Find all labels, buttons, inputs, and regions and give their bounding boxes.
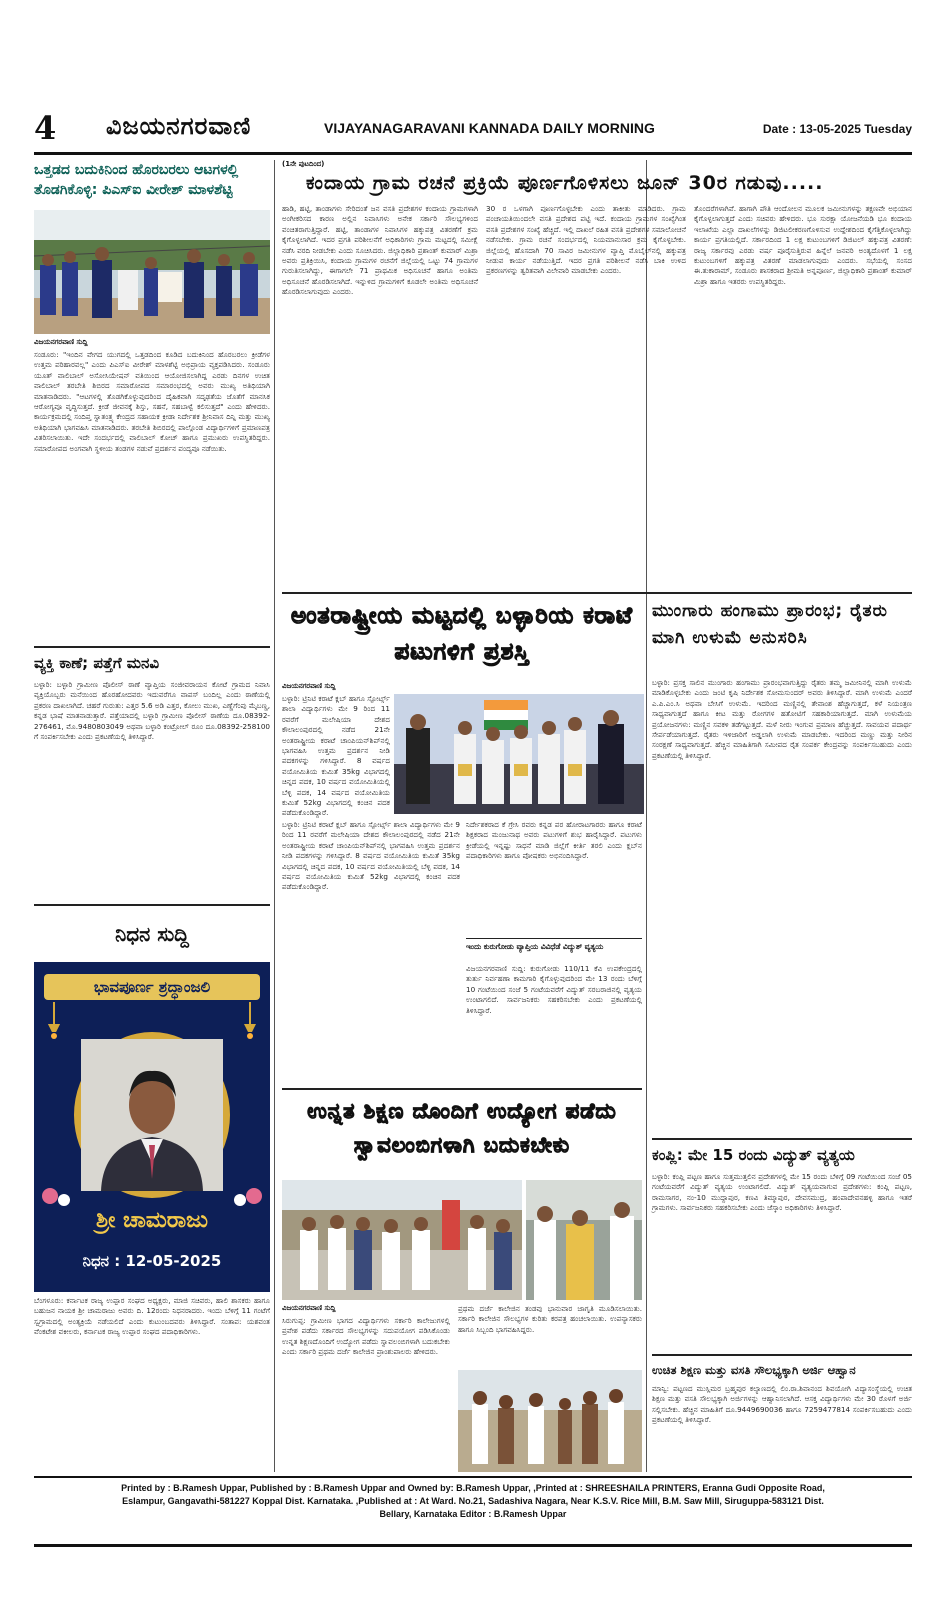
imprint-line-1: Printed by : B.Ramesh Uppar, Published by : B.Ramesh Uppar and Owned by: B.Ramesh Uppar, ,Printed at : SHREESHAILA PRINTERS, Eranna Gudi Opposite Road,: [121, 1483, 825, 1493]
education-dateline: ವಿಜಯನಗರವಾಣಿ ಸುದ್ದಿ: [282, 1304, 336, 1312]
portrait-frame: [74, 1032, 230, 1198]
death-date: ನಿಧನ : 12-05-2025: [82, 1252, 222, 1270]
page-number: 4: [34, 109, 57, 147]
newspaper-page: [34, 108, 912, 1608]
monsoon-body: ಬಳ್ಳಾರಿ: ಪ್ರಸಕ್ತ ಸಾಲಿನ ಮುಂಗಾರು ಹಂಗಾಮು ಪ್ರಾರಂಭವಾಗುತ್ತಿದ್ದು ರೈತರು ತಮ್ಮ ಜಮೀನಿನಲ್ಲಿ ಮಾಗಿ ಉಳುಮೆ ಮಾಡಿಕೊಳ್ಳಬೇಕು ಎಂದು ಜಂಟಿ ಕೃಷಿ ನಿರ್ದೇಶಕ ಸೋಮಸುಂದರ್ ಅವರು ತಿಳಿಸಿದ್ದಾರೆ. ಮಾಗಿ ಉಳುಮೆ ಎಂದರೆ ಎ.ಪಿ.ಎಂ.ಸಿ ಅಥವಾ ಬೇಸಿಗೆ ಉಳುಮೆ. ಇದರಿಂದ ಮಣ್ಣಿನಲ್ಲಿ ತೇವಾಂಶ ಹೆಚ್ಚಾಗುತ್ತದೆ, ಕಳೆ ನಿಯಂತ್ರಣ ಸಾಧ್ಯವಾಗುತ್ತದೆ ಹಾಗೂ ಕೀಟ ಮತ್ತು ರೋಗಗಳ ಹತೋಟಿಗೆ ಸಹಕಾರಿಯಾಗುತ್ತದೆ. ಮಾಗಿ ಉಳುಮೆಯ ಪ್ರಯೋಜನಗಳು: ಮಣ್ಣಿನ ಸವಕಳಿ ತಡೆಗಟ್ಟುತ್ತದೆ. ಮಳೆ ನೀರು ಇಂಗುವ ಪ್ರಮಾಣ ಹೆಚ್ಚುತ್ತದೆ. ಸಾವಯವ ಪದಾರ್ಥ ಸೇರ್ಪಡೆಯಾಗುತ್ತದೆ. ರೈತರು ಇಳಿಜಾರಿಗೆ ಅಡ್ಡಲಾಗಿ ಉಳುಮೆ ಮಾಡಬೇಕು. ಇದರಿಂದ ಮಣ್ಣು ಮತ್ತು ನೀರಿನ ಸಂರಕ್ಷಣೆ ಸಾಧ್ಯವಾಗುತ್ತದೆ. ಹೆಚ್ಚಿನ ಮಾಹಿತಿಗಾಗಿ ಸಮೀಪದ ರೈತ ಸಂಪರ್ಕ ಕೇಂದ್ರವನ್ನು ಸಂಪರ್ಕಿಸಬಹುದು ಎಂದು ಪ್ರಕಟಣೆಯಲ್ಲಿ ತಿಳಿಸಿದ್ದಾರೆ.: [652, 678, 912, 760]
ad-headline-box: [652, 1360, 912, 1382]
karate-dateline: ವಿಜಯನಗರವಾಣಿ ಸುದ್ದಿ: [282, 682, 336, 690]
kampli-body: ಬಳ್ಳಾರಿ: ಕಂಪ್ಲಿ ಪಟ್ಟಣ ಹಾಗೂ ಸುತ್ತಮುತ್ತಲಿನ ಪ್ರದೇಶಗಳಲ್ಲಿ ಮೇ 15 ರಂದು ಬೆಳಿಗ್ಗೆ 09 ಗಂಟೆಯಿಂದ ಸಂಜೆ 05 ಗಂಟೆಯವರೆಗೆ ವಿದ್ಯುತ್ ವ್ಯತ್ಯಯ ಉಂಟಾಗಲಿದೆ. ವಿದ್ಯುತ್ ವ್ಯತ್ಯಯವಾಗುವ ಪ್ರದೇಶಗಳು: ಕಂಪ್ಲಿ ಪಟ್ಟಣ, ರಾಮಸಾಗರ, ನಂ-10 ಮುದ್ದಾಪುರ, ಕಣವಿ ತಿಮ್ಮಾಪುರ, ದೇವಸಮುದ್ರ, ಹಂಪಾದೇವನಹಳ್ಳಿ ಹಾಗೂ ಇತರೆ ಗ್ರಾಮಗಳು. ಸಾರ್ವಜನಿಕರು ಸಹಕರಿಸಬೇಕು ಎಂದು ಜೆಸ್ಕಾಂ ಅಧಿಕಾರಿಗಳು ತಿಳಿಸಿದ್ದಾರೆ.: [652, 1172, 912, 1213]
karate-body-intro: ಬಳ್ಳಾರಿ: ಟ್ರಿನಿಟಿ ಕರಾಟೆ ಕ್ಲಬ್ ಹಾಗೂ ಸ್ಪೋರ್ಟ್ಸ್ ಶಾಲಾ ವಿದ್ಯಾರ್ಥಿಗಳು ಮೇ 9 ರಿಂದ 11 ರವರೆಗೆ ಮಲೇಷಿಯಾ ದೇಶದ ಕೌಲಾಲಂಪುರದಲ್ಲಿ ನಡೆದ 21ನೇ ಅಂತರಾಷ್ಟ್ರೀಯ ಕರಾಟೆ ಚಾಂಪಿಯನ್‌ಶಿಪ್‌ನಲ್ಲಿ ಭಾಗವಹಿಸಿ ಉತ್ತಮ ಪ್ರದರ್ಶನ ನೀಡಿ ಪದಕಗಳನ್ನು ಗಳಿಸಿದ್ದಾರೆ. 8 ವರ್ಷದ ವಯೋಮಿತಿಯ ಕುಮಿತೆ 35kg ವಿಭಾಗದಲ್ಲಿ ಚಿನ್ನದ ಪದಕ, 10 ವರ್ಷದ ವಯೋಮಿತಿಯಲ್ಲಿ ಬೆಳ್ಳಿ ಪದಕ, 14 ವರ್ಷದ ವಯೋಮಿತಿಯ ಕುಮಿತೆ 52kg ವಿಭಾಗದಲ್ಲಿ ಕಂಚಿನ ಪದಕ ಪಡೆದುಕೊಂಡಿದ್ದಾರೆ.: [282, 694, 390, 818]
section-rule: [652, 1354, 912, 1356]
column-rule: [274, 160, 275, 1472]
pamphlet-photo-illustration: [526, 1180, 642, 1300]
ad-body: ಮಾನ್ವಿ: ಪಟ್ಟಣದ ಮುಸ್ಲಿಮರ ಬ್ರಹ್ಮಪುರ ಕಲ್ಯಾಣದಲ್ಲಿ ಲಿಂ.ರಾ.ಶಿವಾನಂದ ಶಿವಯೋಗಿ ವಿದ್ಯಾಸಂಸ್ಥೆಯಲ್ಲಿ ಉಚಿತ ಶಿಕ್ಷಣ ಮತ್ತು ವಸತಿ ಸೌಲಭ್ಯಕ್ಕಾಗಿ ಅರ್ಜಿಗಳನ್ನು ಆಹ್ವಾನಿಸಲಾಗಿದೆ. ಆಸಕ್ತ ವಿದ್ಯಾರ್ಥಿಗಳು ಮೇ 30 ರೊಳಗೆ ಅರ್ಜಿ ಸಲ್ಲಿಸಬೇಕು. ಹೆಚ್ಚಿನ ಮಾಹಿತಿಗೆ ದೂ.9449690036 ಹಾಗೂ 7259477814 ಸಂಪರ್ಕಿಸಬಹುದು ಎಂದು ಪ್ರಕಟಣೆಯಲ್ಲಿ ತಿಳಿಸಿದ್ದಾರೆ.: [652, 1384, 912, 1425]
karate-body-col-2: ನಿರ್ದೇಶಕರಾದ ಕೆ ಗ್ರೇಸಿ ರವರು ಕನ್ನಡ ಪರ ಹೋರಾಟಗಾರರು ಹಾಗೂ ಕರಾಟೆ ಶಿಕ್ಷಕರಾದ ಮಂಜುನಾಥ ಅವರು ಪಟುಗಳಿಗೆ ಶುಭ ಹಾರೈಸಿದ್ದಾರೆ. ಪಟುಗಳು ಕ್ರೀಡೆಯಲ್ಲಿ ಇನ್ನಷ್ಟು ಸಾಧನೆ ಮಾಡಿ ಜಿಲ್ಲೆಗೆ ಕೀರ್ತಿ ತರಲಿ ಎಂದು ಕ್ಲಬ್‌ನ ಪದಾಧಿಕಾರಿಗಳು ಹಾಗೂ ಪೋಷಕರು ಅಭಿನಂದಿಸಿದ್ದಾರೆ.: [466, 820, 642, 861]
story-power-brief: [466, 942, 642, 1082]
story-body: ಸಂಡೂರು: "ಇಂದಿನ ವೇಗದ ಯುಗದಲ್ಲಿ ಒತ್ತಡದಿಂದ ಕೂಡಿದ ಬದುಕಿನಿಂದ ಹೊರಬರಲು ಕ್ರೀಡೆಗಳ ಉತ್ತಮ ಪರಿಹಾರವಲ್ಲ" ಎಂದು ಪಿಎಸ್‌ಐ ವೀರೇಶ್ ಮಾಳಶೆಟ್ಟಿ ಅಭಿಪ್ರಾಯ ವ್ಯಕ್ತಪಡಿಸಿದರು. ಸಂಡೂರು ಯೂತ್ ವಾಲಿಬಾಲ್ ಅಸೋಸಿಯೇಷನ್ ವತಿಯಿಂದ ಆಯೋಜಿಸಲಾಗಿದ್ದ ಎರಡು ದಿನಗಳ ಉಚಿತ ವಾಲಿಬಾಲ್ ತರಬೇತಿ ಶಿಬಿರದ ಸಮಾರೋಪದ ಸಮಾರಂಭದಲ್ಲಿ ಅವರು ಮುಖ್ಯ ಅತಿಥಿಯಾಗಿ ಮಾತನಾಡಿದರು. "ಆಟಗಳಲ್ಲಿ ತೊಡಗಿಕೊಳ್ಳುವುದರಿಂದ ದೈಹಿಕವಾಗಿ ಸದೃಢತೆಯ ಜೊತೆಗೆ ಮಾನಸಿಕ ಆರೋಗ್ಯವೂ ವೃದ್ಧಿಸುತ್ತದೆ. ಕ್ರೀಡೆ ಜೀವನಕ್ಕೆ ಶಿಸ್ತು, ಸಹನೆ, ಸಹಬಾಳ್ವೆ ಕಲಿಸುತ್ತದೆ" ಎಂದು ಹೇಳಿದರು. ಕಾರ್ಯಕ್ರಮದಲ್ಲಿ ಸಂದಿಪ್ತ ಸ್ವಾತಂತ್ರ್ಯ ಕೇಂದ್ರದ ಸಹಾಯಕ ಕ್ರೀಡಾ ನಿರ್ದೇಶಕ ಶ್ರೀನಿವಾಸ ದಿನ್ನಿ ಮತ್ತು ಮುಖ್ಯ ಅತಿಥಿಯಾಗಿ ಭಾಗವಹಿಸಿ ಮಾತನಾಡಿದರು. ತರಬೇತಿ ಶಿಬಿರದಲ್ಲಿ ಪಾಲ್ಗೊಂಡ ವಿದ್ಯಾರ್ಥಿಗಳಿಗೆ ಪ್ರಮಾಣಪತ್ರ ವಿತರಿಸಲಾಯಿತು. ಇದೇ ಸಂದರ್ಭದಲ್ಲಿ ವಾಲಿಬಾಲ್ ಕೋಚ್ ಹಾಗೂ ಪ್ರಮುಖರು ಉಪಸ್ಥಿತರಿದ್ದರು. ಸಮಾರೋಪದ ಅಂಗವಾಗಿ ಸ್ಥಳೀಯ ತಂಡಗಳ ನಡುವೆ ಪ್ರದರ್ಶನ ಪಂದ್ಯವೂ ನಡೆಯಿತು.: [34, 350, 270, 453]
education-body-col-2: ಪ್ರಥಮ ದರ್ಜೆ ಕಾಲೇಜಿನ ತಂಡವು ಭಾನುವಾರ ಜಾಗೃತಿ ಮೂಡಿಸಲಾಯಿತು. ಸರ್ಕಾರಿ ಕಾಲೇಜಿನ ಸೌಲಭ್ಯಗಳ ಕುರಿತು ಕರಪತ್ರ ಹಂಚಲಾಯಿತು. ಉಪನ್ಯಾಸಕರು ಹಾಗೂ ಸಿಬ್ಬಂದಿ ಭಾಗವಹಿಸಿದ್ದರು.: [458, 1304, 642, 1334]
lead-headline: ಕಂದಾಯ ಗ್ರಾಮ ರಚನೆ ಪ್ರಕ್ರಿಯೆ ಪೂರ್ಣಗೊಳಿಸಲು ಜೂನ್ 30ರ ಗಡುವು.....: [306, 172, 824, 194]
section-rule: [34, 904, 270, 906]
kampli-headline-box: [652, 1144, 912, 1170]
karate-headline-box: [282, 598, 642, 682]
lead-headline-wrap: [306, 170, 912, 200]
footer-bottom-rule: [34, 1544, 912, 1547]
education-photo-illustration: [282, 1180, 522, 1300]
karate-body-col-1: ಬಳ್ಳಾರಿ: ಟ್ರಿನಿಟಿ ಕರಾಟೆ ಕ್ಲಬ್ ಹಾಗೂ ಸ್ಪೋರ್ಟ್ಸ್ ಶಾಲಾ ವಿದ್ಯಾರ್ಥಿಗಳು ಮೇ 9 ರಿಂದ 11 ರವರೆಗೆ ಮಲೇಷಿಯಾ ದೇಶದ ಕೌಲಾಲಂಪುರದಲ್ಲಿ ನಡೆದ 21ನೇ ಅಂತರಾಷ್ಟ್ರೀಯ ಕರಾಟೆ ಚಾಂಪಿಯನ್‌ಶಿಪ್‌ನಲ್ಲಿ ಭಾಗವಹಿಸಿ ಉತ್ತಮ ಪ್ರದರ್ಶನ ನೀಡಿ ಪದಕಗಳನ್ನು ಗಳಿಸಿದ್ದಾರೆ. 8 ವರ್ಷದ ವಯೋಮಿತಿಯ ಕುಮಿತೆ 35kg ವಿಭಾಗದಲ್ಲಿ ಚಿನ್ನದ ಪದಕ, 10 ವರ್ಷದ ವಯೋಮಿತಿಯಲ್ಲಿ ಬೆಳ್ಳಿ ಪದಕ, 14 ವರ್ಷದ ವಯೋಮಿತಿಯ ಕುಮಿತೆ 52kg ವಿಭಾಗದಲ್ಲಿ ಕಂಚಿನ ಪದಕ ಪಡೆದುಕೊಂಡಿದ್ದಾರೆ.: [282, 820, 460, 892]
section-rule: [282, 592, 912, 594]
story-headline: ವ್ಯಕ್ತಿ ಕಾಣೆ; ಪತ್ತೆಗೆ ಮನವಿ: [34, 654, 160, 672]
karate-photo-illustration: [394, 694, 644, 814]
education-headline-box: [282, 1094, 642, 1178]
education-group-photo: [282, 1180, 522, 1300]
story-body: ಬಳ್ಳಾರಿ: ಬಳ್ಳಾರಿ ಗ್ರಾಮೀಣ ಪೊಲೀಸ್ ಠಾಣೆ ವ್ಯಾಪ್ತಿಯ ಸಂಜೀವರಾಯನ ಕೋಟೆ ಗ್ರಾಮದ ನಿವಾಸಿ ವ್ಯಕ್ತಿಯೊಬ್ಬರು ಮನೆಯಿಂದ ಹೊರಹೋದವರು ಇದುವರೆಗೂ ವಾಪಸ್ ಬಂದಿಲ್ಲ ಎಂದು ಠಾಣೆಯಲ್ಲಿ ಪ್ರಕರಣ ದಾಖಲಾಗಿದೆ. ಚಹರೆ ಗುರುತು: ಎತ್ತರ 5.6 ಅಡಿ ಎತ್ತರ, ಕೋಲು ಮುಖ, ಎಣ್ಣೆಗೆಂಪು ಮೈಬಣ್ಣ, ಕನ್ನಡ ಭಾಷೆ ಮಾತನಾಡುತ್ತಾರೆ. ಪತ್ತೆಯಾದಲ್ಲಿ ಬಳ್ಳಾರಿ ಗ್ರಾಮೀಣ ಪೊಲೀಸ್ ಠಾಣೆಯ ದೂ.08392-276461, ಮೊ.9480803049 ಅಥವಾ ಬಳ್ಳಾರಿ ಕಂಟ್ರೋಲ್ ರೂಂ ದೂ.08392-258100 ಗೆ ಸಂಪರ್ಕಿಸಬೇಕು ಎಂದು ಪ್ರಕಟಣೆಯಲ್ಲಿ ತಿಳಿಸಿದ್ದಾರೆ.: [34, 680, 270, 742]
story-headline: ಒತ್ತಡದ ಬದುಕಿನಿಂದ ಹೊರಬರಲು ಆಟಗಳಲ್ಲಿ ತೊಡಗಿಕೊಳ್ಳಿ: ಪಿಎಸ್‌ಐ ವೀರೇಶ್ ಮಾಳಶೆಟ್ಟಿ: [34, 162, 239, 198]
brief-headline: ಇಂದು ಕುರುಗೋಡು ವ್ಯಾಪ್ತಿಯ ವಿವಿಧೆಡೆ ವಿದ್ಯುತ್ ವ್ಯತ್ಯಯ: [466, 942, 604, 951]
lead-body-col-3: ತೊಂದರೆಗಳಾಗಿವೆ. ಹಾಗಾಗಿ ಪೌತಿ ಆಂದೋಲನ ಮೂಲಕ ಜಮೀನುಗಳನ್ನು ತಕ್ಷಣವೇ ಅಭಿಯಾನ ಕೈಗೊಳ್ಳಲಾಗುತ್ತದೆ ಎಂದು ಸಚಿವರು ಹೇಳಿದರು. ಭೂ ಸುರಕ್ಷಾ ಯೋಜನೆಯಡಿ ಭೂ ಕಂದಾಯ ಇಲಾಖೆಯ ಎಲ್ಲಾ ದಾಖಲೆಗಳನ್ನು ಡಿಜಿಟಲೀಕರಣಗೊಳಿಸುವ ಉದ್ದೇಶದಿಂದ ಕೈಗೆತ್ತಿಕೊಳ್ಳಲಾಗಿದ್ದು ಕಾರ್ಯ ಪ್ರಗತಿಯಲ್ಲಿದೆ. ಸರ್ಕಾರದಿಂದ 1 ಲಕ್ಷ ಕುಟುಂಬಗಳಿಗೆ ಡಿಜಿಟಲ್ ಹಕ್ಕುಪತ್ರ ವಿತರಣೆ: ರಾಜ್ಯ ಸರ್ಕಾರವು ಎರಡು ವರ್ಷ ಪೂರೈಸುತ್ತಿರುವ ಹಿನ್ನೆಲೆ ಜನವರಿ ಅಂತ್ಯದೊಳಗೆ 1 ಲಕ್ಷ ಕುಟುಂಬಗಳಿಗೆ ಹಕ್ಕುಪತ್ರ ವಿತರಣೆ ಮಾಡಲಾಗುವುದು ಎಂದರು. ಸಭೆಯಲ್ಲಿ ಸಂಸದ ಈ.ತುಕಾರಾಮ್, ಸಂಡೂರು ಶಾಸಕರಾದ ಶ್ರೀಮತಿ ಅನ್ನಪೂರ್ಣ, ಜಿಲ್ಲಾಧಿಕಾರಿ ಪ್ರಶಾಂತ್ ಕುಮಾರ್ ಮಿಶ್ರಾ ಹಾಗೂ ಇತರರು ಉಪಸ್ಥಿತರಿದ್ದರು.: [694, 204, 912, 286]
story-kicker: (1ನೇ ಪುಟದಿಂದ): [282, 160, 325, 168]
brief-body: ವಿಜಯನಗರವಾಣಿ ಸುದ್ದಿ: ಕುರುಗೋಡು 110/11 ಕೆವಿ ಉಪಕೇಂದ್ರದಲ್ಲಿ ತುರ್ತು ನಿರ್ವಹಣಾ ಕಾಮಗಾರಿ ಕೈಗೊಳ್ಳುವುದರಿಂದ ಮೇ 13 ರಂದು ಬೆಳಿಗ್ಗೆ 10 ಗಂಟೆಯಿಂದ ಸಂಜೆ 5 ಗಂಟೆಯವರೆಗೆ ವಿದ್ಯುತ್ ಸರಬರಾಜಿನಲ್ಲಿ ವ್ಯತ್ಯಯ ಉಂಟಾಗಲಿದೆ. ಸಾರ್ವಜನಿಕರು ಸಹಕರಿಸಬೇಕು ಎಂದು ಪ್ರಕಟಣೆಯಲ್ಲಿ ತಿಳಿಸಿದ್ದಾರೆ.: [466, 964, 642, 1015]
section-rule: [34, 646, 270, 648]
education-body-col-1: ಸಿರುಗುಪ್ಪ: ಗ್ರಾಮೀಣ ಭಾಗದ ವಿದ್ಯಾರ್ಥಿಗಳು ಸರ್ಕಾರಿ ಕಾಲೇಜುಗಳಲ್ಲಿ ಪ್ರವೇಶ ಪಡೆದು ಸರ್ಕಾರದ ಸೌಲಭ್ಯಗಳನ್ನು ಸದುಪಯೋಗ ಪಡಿಸಿಕೊಂಡು ಉನ್ನತ ಶಿಕ್ಷಣದೊಂದಿಗೆ ಉದ್ಯೋಗ ಪಡೆದು ಸ್ವಾವಲಂಬಿಗಳಾಗಿ ಬದುಕಬೇಕು ಎಂದು ಸರ್ಕಾರಿ ಪ್ರಥಮ ದರ್ಜೆ ಕಾಲೇಜಿನ ಪ್ರಾಂಶುಪಾಲರು ಹೇಳಿದರು.: [282, 1316, 450, 1357]
education-pamphlet-photo: [526, 1180, 642, 1300]
imprint-line-2: Eslampur, Gangavathi-581227 Koppal Dist. Karnataka. ,Published at : At Ward. No.21, Sadashiva Nagara, Near K.S.V. Rice Mill, B.M. Saw Mill, Siruguppa-583121 Dist.: [122, 1496, 824, 1506]
section-rule: [652, 1138, 912, 1140]
newspaper-name-english: VIJAYANAGARAVANI KANNADA DAILY MORNING: [324, 120, 655, 136]
imprint: [34, 1482, 912, 1542]
story-sports: [34, 160, 270, 612]
obituary-body: ಬೆಂಗಳೂರು: ಕರ್ನಾಟಕ ರಾಜ್ಯ ಉಪ್ಪಾರ ಸಂಘದ ಅಧ್ಯಕ್ಷರು, ಮಾಜಿ ಸಚಿವರು, ಹಾಲಿ ಶಾಸಕರು ಹಾಗೂ ಬಹುಜನ ನಾಯಕ ಶ್ರೀ ಚಾಮರಾಜು ಅವರು ದಿ. 12ರಂದು ನಿಧನರಾದರು. ಇಂದು ಬೆಳಿಗ್ಗೆ 11 ಗಂಟೆಗೆ ಸ್ವಗ್ರಾಮದಲ್ಲಿ ಅಂತ್ಯಕ್ರಿಯೆ ನಡೆಯಲಿದೆ ಎಂದು ಕುಟುಂಬದವರು ತಿಳಿಸಿದ್ದಾರೆ. ಸಂತಾಪ: ಯಶವಂತ ವೆಂಕಟೇಶ ವಕೀಲರು, ಕರ್ನಾಟಕ ರಾಜ್ಯ ಉಪ್ಪಾರ ಸಂಘದ ಪದಾಧಿಕಾರಿಗಳು.: [34, 1296, 270, 1337]
story-dateline: ವಿಜಯನಗರವಾಣಿ ಸುದ್ದಿ: [34, 338, 88, 346]
education-field-photo: [458, 1370, 642, 1472]
section-rule: [282, 1088, 642, 1090]
obituary-card: [34, 962, 270, 1292]
brief-rule: [466, 938, 642, 939]
lead-body-col-1: ಹಾಡಿ, ಹಟ್ಟಿ, ತಾಂಡಾಗಳು ಸೇರಿದಂತೆ ಜನ ವಸತಿ ಪ್ರದೇಶಗಳ ಕಂದಾಯ ಗ್ರಾಮಗಳಾಗಿ ಅಂಗೀಕರಿಸದ ಕಾರಣ ಅಲ್ಲಿನ ನಿವಾಸಿಗಳು ಅನೇಕ ಸರ್ಕಾರಿ ಸೌಲಭ್ಯಗಳಿಂದ ವಂಚಿತರಾಗುತ್ತಿದ್ದಾರೆ. ಹಟ್ಟಿ, ತಾಂಡಾಗಳ ನಿವಾಸಿಗಳ ಹಕ್ಕುಪತ್ರ ವಿತರಣೆಗೆ ಕ್ರಮ ಕೈಗೊಳ್ಳಲಾಗಿದೆ. ಇದರ ಪ್ರಗತಿ ಪರಿಶೀಲನೆಗೆ ಅಧಿಕಾರಿಗಳು ಗ್ರಾಮ ಮಟ್ಟದಲ್ಲಿ ಸಮೀಕ್ಷೆ ನಡೆಸಿ ವರದಿ ನೀಡಬೇಕು ಎಂದು ಸೂಚಿಸಿದರು. ಜಿಲ್ಲಾಧಿಕಾರಿ ಪ್ರಶಾಂತ್ ಕುಮಾರ್ ಮಿಶ್ರಾ ಅವರು ಪ್ರತಿಕ್ರಿಯಿಸಿ, ಕಂದಾಯ ಗ್ರಾಮಗಳ ರಚನೆಗೆ ಜಿಲ್ಲೆಯಲ್ಲಿ ಒಟ್ಟು 74 ಗ್ರಾಮಗಳ ಗುರುತಿಸಲಾಗಿದ್ದು, ಈಗಾಗಲೇ 71 ಪ್ರಾಥಮಿಕ ಅಧಿಸೂಚನೆ ಹಾಗೂ ಅಂತಿಮ ಅಧಿಸೂಚನೆ ಹೊರಡಿಸಲಾಗಿದೆ. ಇನ್ನುಳಿದ ಗ್ರಾಮಗಳಿಗೆ ಕೂಡಲೇ ಅಂತಿಮ ಅಧಿಸೂಚನೆ ಹೊರಡಿಸಲಾಗುವುದು ಎಂದರು.: [282, 204, 478, 297]
obituary-section-title-box: [34, 916, 270, 956]
tribute-banner: ಭಾವಪೂರ್ಣ ಶ್ರದ್ಧಾಂಜಲಿ: [44, 974, 260, 1000]
deceased-name: ಶ್ರೀ ಚಾಮರಾಜು: [96, 1208, 208, 1233]
story-missing-person: [34, 652, 270, 894]
portrait-illustration: [81, 1039, 223, 1191]
imprint-line-3: Bellary, Karnataka Editor : B.Ramesh Uppar: [379, 1509, 567, 1519]
volleyball-photo-illustration: [34, 210, 270, 334]
volleyball-ceremony-photo: [34, 210, 270, 334]
field-photo-illustration: [458, 1370, 642, 1472]
lead-body-col-2: 30 ರ ಒಳಗಾಗಿ ಪೂರ್ಣಗೊಳ್ಳಬೇಕು ಎಂದು ತಾಕೀತು ಮಾಡಿದರು. ಗ್ರಾಮ ಪಂಚಾಯತಿಯಿಂದಲೇ ವಸತಿ ಪ್ರದೇಶದ ಪಟ್ಟಿ ಇದೆ. ಕಂದಾಯ ಗ್ರಾಮಗಳ ಸಂಖ್ಯೆಗಿಂತ ವಸತಿ ಪ್ರದೇಶಗಳ ಸಂಖ್ಯೆ ಹೆಚ್ಚಿದೆ. ಇಲ್ಲಿ ದಾಖಲೆ ರಹಿತ ವಸತಿ ಪ್ರದೇಶಗಳ ಸಮಾಲೋಚನೆ ನಡೆಸಬೇಕು. ಗ್ರಾಮ ರಚನೆ ಸಂದರ್ಭದಲ್ಲಿ ನಿಯಮಾನುಸಾರ ಕ್ರಮ ಕೈಗೊಳ್ಳಬೇಕು. ಜಿಲ್ಲೆಯಲ್ಲಿ ಹೊಸದಾಗಿ 70 ಸಾವಿರ ಜಮೀನುಗಳ ವ್ಯಾಪ್ತಿ ಮೊಬೈಲ್‌ನಲ್ಲಿ ಹಕ್ಕುಪತ್ರ ನೀಡುವ ಕಾರ್ಯ ನಡೆಯುತ್ತಿದೆ. ಇದರ ಪ್ರಗತಿ ಪರಿಶೀಲನೆ ನಡೆಸಿ ಬಾಕಿ ಉಳಿದ ಪ್ರಕರಣಗಳನ್ನು ತ್ವರಿತವಾಗಿ ವಿಲೇವಾರಿ ಮಾಡಬೇಕು ಎಂದರು.: [486, 204, 686, 276]
karate-headline: ಅಂತರಾಷ್ಟ್ರೀಯ ಮಟ್ಟದಲ್ಲಿ ಬಳ್ಳಾರಿಯ ಕರಾಟೆ ಪಟುಗಳಿಗೆ ಪ್ರಶಸ್ತಿ: [291, 603, 633, 665]
footer-rule: [34, 1476, 912, 1478]
masthead-rule: [34, 152, 912, 155]
issue-date: Date : 13-05-2025 Tuesday: [762, 122, 912, 136]
monsoon-headline-box: [652, 598, 912, 676]
karate-award-photo: [394, 694, 644, 814]
obituary-section-title: ನಿಧನ ಸುದ್ದಿ: [115, 922, 189, 946]
obituary-text: [34, 1296, 270, 1472]
newspaper-name-kannada: ವಿಜಯನಗರವಾಣಿ: [106, 112, 252, 140]
masthead: [34, 108, 912, 160]
monsoon-headline: ಮುಂಗಾರು ಹಂಗಾಮು ಪ್ರಾರಂಭ; ರೈತರು ಮಾಗಿ ಉಳುಮೆ ಅನುಸರಿಸಿ: [652, 601, 888, 648]
ad-headline: ಉಚಿತ ಶಿಕ್ಷಣ ಮತ್ತು ವಸತಿ ಸೌಲಭ್ಯಕ್ಕಾಗಿ ಅರ್ಜಿ ಆಹ್ವಾನ: [652, 1363, 856, 1377]
kampli-headline: ಕಂಪ್ಲಿ: ಮೇ 15 ರಂದು ವಿದ್ಯುತ್ ವ್ಯತ್ಯಯ: [652, 1146, 855, 1164]
education-headline: ಉನ್ನತ ಶಿಕ್ಷಣ ದೊಂದಿಗೆ ಉದ್ಯೋಗ ಪಡೆದು ಸ್ವಾವಲಂಬಿಗಳಾಗಿ ಬದುಕಬೇಕು: [307, 1099, 617, 1157]
